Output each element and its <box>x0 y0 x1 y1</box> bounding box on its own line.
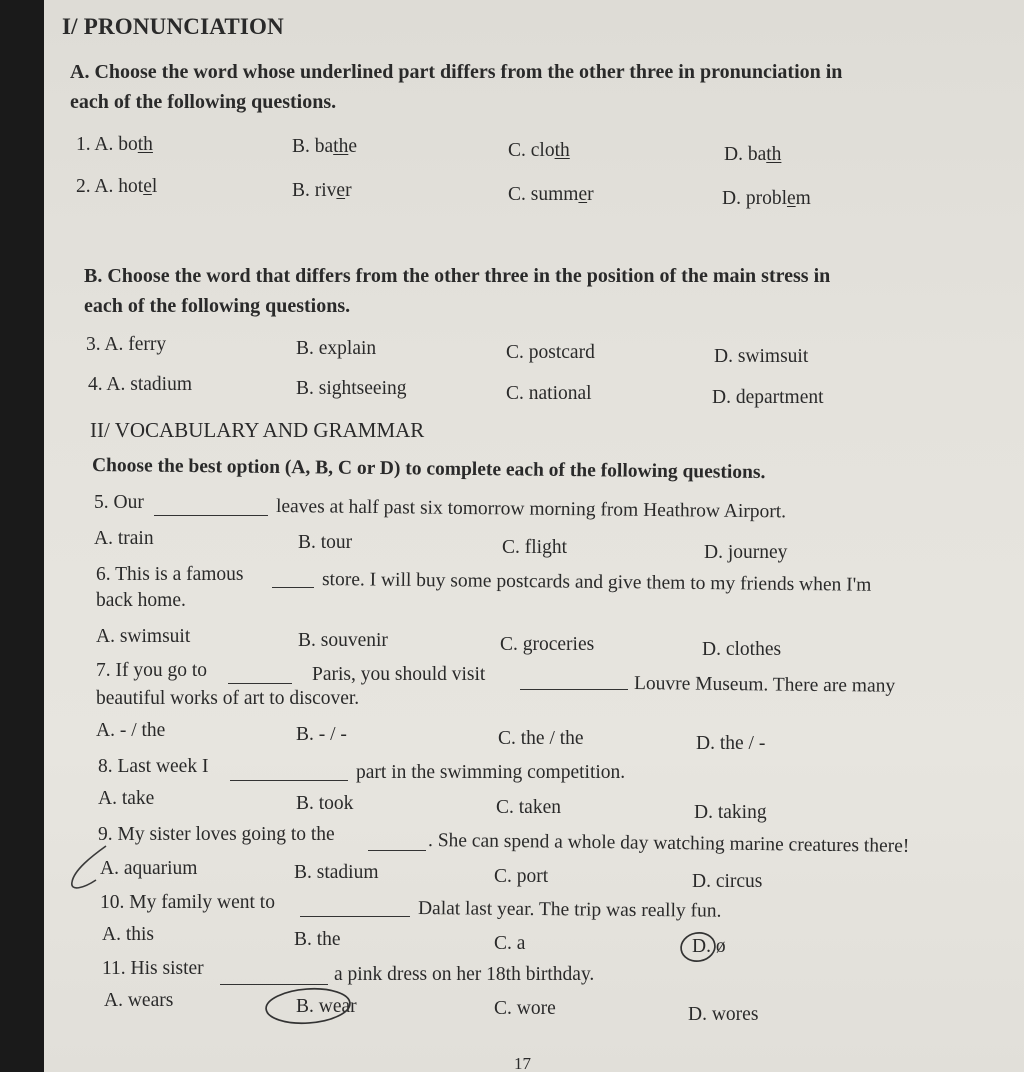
part-b-instruction-line1: B. Choose the word that differs from the other three in the position of the main stress in <box>84 265 831 287</box>
q4-option-d: D. department <box>712 387 824 408</box>
q11-option-b: B. wear <box>296 996 357 1017</box>
q1-b-rest: e <box>348 136 357 157</box>
q7-stem-start: 7. If you go to <box>96 660 208 681</box>
q1-c-underlined: th <box>554 140 570 161</box>
page-number: 17 <box>514 1054 531 1072</box>
q7-stem-middle: Paris, you should visit <box>312 664 486 685</box>
q6-option-c: C. groceries <box>500 634 595 655</box>
q8-option-b: B. took <box>296 793 354 814</box>
q9-option-d: D. circus <box>692 871 763 892</box>
q7-stem-end: Louvre Museum. There are many <box>633 673 896 697</box>
q5-option-b: B. tour <box>298 532 353 553</box>
q5-option-a: A. train <box>94 528 154 549</box>
q1-a-underlined: th <box>137 134 153 155</box>
q10-option-a: A. this <box>102 924 155 945</box>
q5-option-c: C. flight <box>502 537 568 558</box>
q6-option-d: D. clothes <box>702 639 782 660</box>
q10-option-c: C. a <box>494 933 526 954</box>
q11-option-a: A. wears <box>104 990 174 1011</box>
part-a-instruction-line1: A. Choose the word whose underlined part differs from the other three in pronunciation in <box>70 61 843 83</box>
part-b-instruction-line2: each of the following questions. <box>84 295 351 317</box>
q2-c-text: C. summ <box>508 184 579 205</box>
q2-number: 2. A. <box>76 176 119 197</box>
q8-stem-end: part in the swimming competition. <box>356 762 626 783</box>
q2-c-rest: r <box>587 184 594 205</box>
q3-option-b: B. explain <box>296 338 377 359</box>
q6-stem-end: store. I will buy some postcards and give them to my friends when I'm <box>321 569 872 596</box>
q1-b-text: B. ba <box>292 136 334 157</box>
section-2-instruction: Choose the best option (A, B, C or D) to complete each of the following questions. <box>91 455 766 484</box>
q2-d-text: D. probl <box>722 188 787 209</box>
q1-a-text: bo <box>118 134 138 155</box>
q9-answer-circle-mark <box>72 846 106 888</box>
q4-option-a: 4. A. stadium <box>88 374 193 395</box>
q1-c-text: C. clo <box>508 140 555 161</box>
q9-stem-start: 9. My sister loves going to the <box>98 824 335 845</box>
q5-stem-start: 5. Our <box>94 492 144 513</box>
q2-d-rest: m <box>795 188 811 209</box>
q7-option-c: C. the / the <box>498 728 584 749</box>
part-a-instruction-line2: each of the following questions. <box>70 91 337 113</box>
q2-a-text: hot <box>118 176 144 197</box>
q8-stem-start: 8. Last week I <box>98 756 209 777</box>
q3-option-c: C. postcard <box>506 342 595 363</box>
q1-b-underlined: th <box>333 136 349 157</box>
q2-c-underlined: e <box>578 184 588 205</box>
q10-stem-start: 10. My family went to <box>100 892 275 913</box>
q5-option-d: D. journey <box>704 542 788 563</box>
handwritten-answer-marks <box>44 0 1024 1072</box>
q11-option-d: D. wores <box>688 1004 759 1025</box>
q5-stem-end: leaves at half past six tomorrow morning from Heathrow Airport. <box>275 496 787 523</box>
q9-option-c: C. port <box>494 866 549 887</box>
q7-option-d: D. the / - <box>696 733 766 754</box>
q6-option-a: A. swimsuit <box>96 626 191 647</box>
q11-stem-start: 11. His sister <box>102 958 204 979</box>
q8-option-c: C. taken <box>496 797 561 818</box>
q11-option-c: C. wore <box>494 998 556 1019</box>
q8-option-a: A. take <box>98 788 155 809</box>
q7-option-a: A. - / the <box>96 720 166 741</box>
q4-option-b: B. sightseeing <box>296 378 407 399</box>
q10-option-d: D. ø <box>692 936 726 957</box>
q2-a-underlined: e <box>143 176 152 197</box>
section-title-pronunciation: I/ PRONUNCIATION <box>62 14 284 39</box>
q2-a-rest: l <box>151 176 158 197</box>
q2-b-text: B. riv <box>292 180 337 201</box>
q11-stem-end: a pink dress on her 18th birthday. <box>334 964 595 985</box>
q1-number: 1. A. <box>76 134 119 155</box>
section-title-vocabulary: II/ VOCABULARY AND GRAMMAR <box>90 418 425 442</box>
q4-option-c: C. national <box>506 383 592 404</box>
q10-answer-circle-mark <box>679 930 717 963</box>
q6-option-b: B. souvenir <box>298 630 388 651</box>
q9-option-a: A. aquarium <box>100 858 198 879</box>
q3-option-d: D. swimsuit <box>714 346 809 367</box>
q9-option-b: B. stadium <box>294 862 379 883</box>
q2-b-underlined: e <box>336 180 346 201</box>
q9-stem-end: . She can spend a whole day watching marine creatures there! <box>427 830 910 857</box>
q3-option-a: 3. A. ferry <box>86 334 167 355</box>
q11-answer-circle-mark <box>265 986 351 1026</box>
q2-b-rest: r <box>345 180 352 201</box>
q10-stem-end: Dalat last year. The trip was really fun. <box>417 898 722 922</box>
q7-option-b: B. - / - <box>296 724 347 745</box>
q10-option-b: B. the <box>294 929 341 950</box>
q7-stem-line2: beautiful works of art to discover. <box>96 688 360 709</box>
q6-stem-start: 6. This is a famous <box>96 564 244 585</box>
q2-d-underlined: e <box>787 188 796 209</box>
q8-option-d: D. taking <box>694 802 767 823</box>
q1-d-text: D. ba <box>724 144 767 165</box>
q6-stem-line2: back home. <box>96 590 186 611</box>
q1-d-underlined: th <box>766 144 782 165</box>
worksheet-page <box>44 0 1024 1072</box>
